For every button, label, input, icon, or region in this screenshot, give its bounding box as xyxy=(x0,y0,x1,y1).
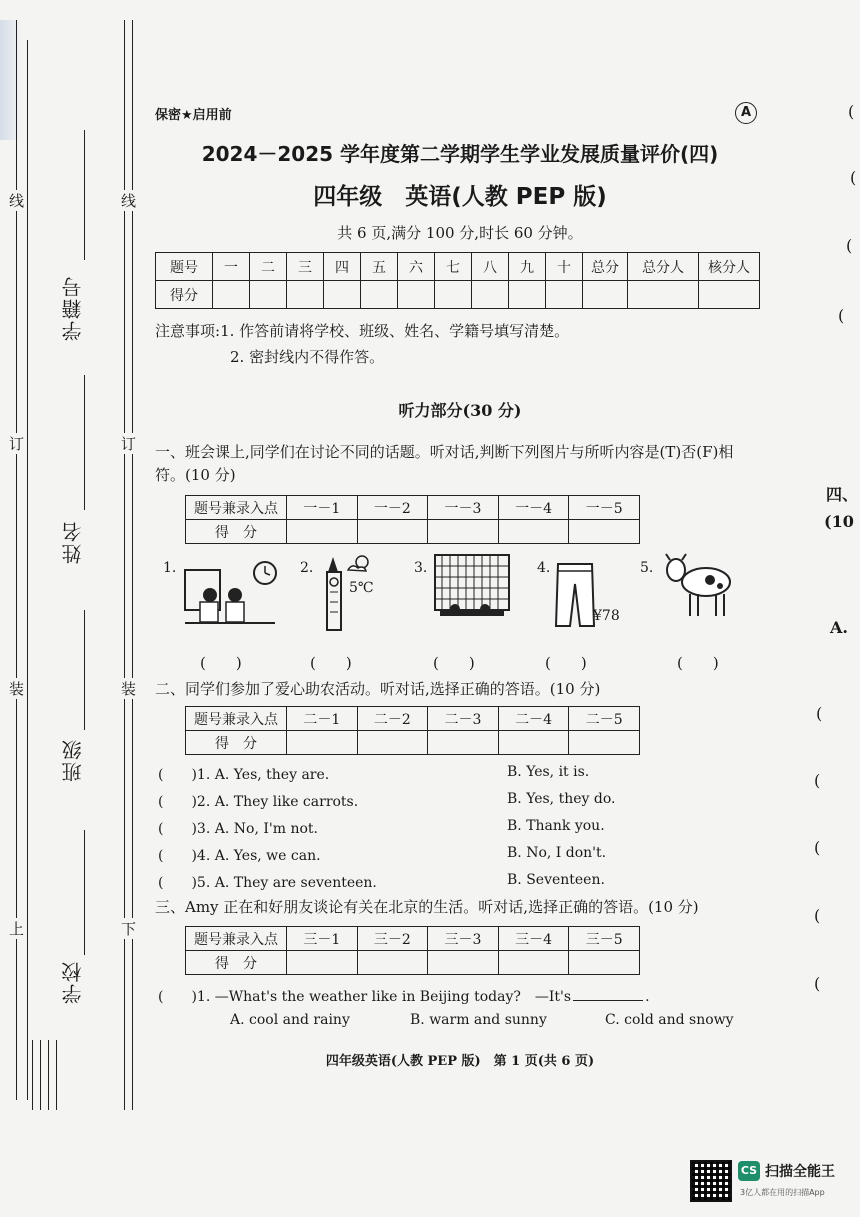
question-row: ( )2. A. They like carrots. xyxy=(158,794,359,810)
option-a[interactable]: A. Yes, we can. xyxy=(214,848,321,864)
score-input-cell[interactable] xyxy=(435,281,472,309)
entry-header: 三－5 xyxy=(569,927,640,951)
score-header-cell: 四 xyxy=(324,253,361,281)
entry-score-cell[interactable] xyxy=(357,520,428,544)
question-text: )1. —What's the weather like in Beijing today? —It's xyxy=(191,989,572,1005)
score-input-cell[interactable] xyxy=(324,281,361,309)
score-input-cell[interactable] xyxy=(472,281,509,309)
entry-header: 一－1 xyxy=(287,496,358,520)
question-number: )3. xyxy=(191,821,211,837)
score-table xyxy=(155,252,760,309)
pic-number: 4. xyxy=(537,560,551,576)
entry-header: 三－4 xyxy=(498,927,569,951)
entry-header: 二－5 xyxy=(569,707,640,731)
entry-header: 二－3 xyxy=(428,707,499,731)
seal-mark: 装 xyxy=(6,678,27,699)
camscanner-name: 扫描全能王 xyxy=(765,1164,835,1180)
school-field[interactable] xyxy=(84,830,85,955)
option-b[interactable]: B. Seventeen. xyxy=(507,872,605,888)
right-page-option: A. xyxy=(830,618,848,637)
margin-rule xyxy=(48,1040,49,1110)
entry-header: 三－3 xyxy=(428,927,499,951)
entry-score-cell[interactable] xyxy=(569,520,640,544)
answer-paren[interactable]: ( ) xyxy=(200,654,242,672)
score-input-cell[interactable] xyxy=(583,281,628,309)
right-page-paren: ( xyxy=(816,704,823,723)
score-input-cell[interactable] xyxy=(546,281,583,309)
entry-score-cell[interactable] xyxy=(357,951,428,975)
entry-score-cell[interactable] xyxy=(287,951,358,975)
entry-score-cell[interactable] xyxy=(498,951,569,975)
entry-header: 二－1 xyxy=(287,707,358,731)
class-field[interactable] xyxy=(84,610,85,730)
notice-item: 1. 作答前请将学校、班级、姓名、学籍号填写清楚。 xyxy=(220,322,570,340)
confidential-label: 保密★启用前 xyxy=(155,108,232,123)
scan-shadow xyxy=(0,20,22,140)
seal-mark: 装 xyxy=(118,678,139,699)
right-page-section: 四、 xyxy=(826,485,859,504)
notice-item: 2. 密封线内不得作答。 xyxy=(230,348,385,366)
classroom-clock-picture xyxy=(180,555,280,630)
seal-mark: 订 xyxy=(6,433,27,454)
entry-header: 一－3 xyxy=(428,496,499,520)
right-page-paren: ( xyxy=(814,974,821,993)
margin-rule xyxy=(27,40,28,1100)
entry-score-cell[interactable] xyxy=(428,731,499,755)
class-label: 班级 xyxy=(61,738,85,782)
score-input-cell[interactable] xyxy=(699,281,760,309)
option-c[interactable]: C. cold and snowy xyxy=(605,1012,734,1028)
answer-paren[interactable]: ( ) xyxy=(310,654,352,672)
answer-paren[interactable]: ( ) xyxy=(433,654,475,672)
exam-title: 2024－2025 学年度第二学期学生学业发展质量评价(四) xyxy=(201,142,719,166)
option-b[interactable]: B. Yes, it is. xyxy=(507,764,590,780)
answer-paren[interactable]: ( ) xyxy=(677,654,719,672)
score-row-label: 得分 xyxy=(156,281,213,309)
score-header-cell: 十 xyxy=(546,253,583,281)
option-b[interactable]: B. Thank you. xyxy=(507,818,605,834)
right-page-paren: ( xyxy=(850,168,857,187)
entry-header: 三－2 xyxy=(357,927,428,951)
entry-header: 一－5 xyxy=(569,496,640,520)
entry-score-cell[interactable] xyxy=(569,951,640,975)
pic-number: 2. xyxy=(300,560,314,576)
part3-score-table xyxy=(185,926,640,975)
entry-score-cell[interactable] xyxy=(498,731,569,755)
cow-picture xyxy=(660,552,738,624)
option-b[interactable]: B. No, I don't. xyxy=(507,845,607,861)
entry-score-cell[interactable] xyxy=(428,520,499,544)
temperature-label: 5℃ xyxy=(349,580,374,596)
option-a[interactable]: A. Yes, they are. xyxy=(214,767,330,783)
score-header-cell: 一 xyxy=(213,253,250,281)
score-input-cell[interactable] xyxy=(250,281,287,309)
seal-mark: 下 xyxy=(118,918,139,939)
price-label: ¥78 xyxy=(593,608,620,624)
entry-score-label: 得 分 xyxy=(186,731,287,755)
entry-header: 二－2 xyxy=(357,707,428,731)
score-input-cell[interactable] xyxy=(213,281,250,309)
pic-number: 1. xyxy=(163,560,177,576)
notice xyxy=(155,320,569,341)
entry-header: 题号兼录入点 xyxy=(186,707,287,731)
question-row: ( )1. A. Yes, they are. xyxy=(158,767,330,783)
score-input-cell[interactable] xyxy=(398,281,435,309)
score-header-cell: 八 xyxy=(472,253,509,281)
part1-score-table xyxy=(185,495,640,544)
right-page-paren: ( xyxy=(838,306,845,325)
answer-paren[interactable]: ( ) xyxy=(545,654,587,672)
notice-label: 注意事项: xyxy=(155,322,221,340)
student-id-field[interactable] xyxy=(84,130,85,260)
score-header-cell: 题号 xyxy=(156,253,213,281)
entry-score-cell[interactable] xyxy=(287,520,358,544)
score-input-cell[interactable] xyxy=(361,281,398,309)
margin-rule xyxy=(56,1040,57,1110)
qr-code xyxy=(690,1160,732,1202)
entry-header: 题号兼录入点 xyxy=(186,927,287,951)
margin-rule xyxy=(32,1040,33,1110)
question-row: ( )3. A. No, I'm not. xyxy=(158,821,318,837)
name-label: 姓名 xyxy=(61,520,85,564)
option-a[interactable]: A. They are seventeen. xyxy=(214,875,377,891)
score-header-cell: 九 xyxy=(509,253,546,281)
pants-picture xyxy=(552,560,598,630)
entry-score-cell[interactable] xyxy=(498,520,569,544)
question-number: )5. xyxy=(191,875,211,891)
entry-header: 二－4 xyxy=(498,707,569,731)
margin-rule xyxy=(124,20,125,1110)
exam-info: 共 6 页,满分 100 分,时长 60 分钟。 xyxy=(337,224,583,242)
seal-mark: 线 xyxy=(118,190,139,211)
entry-header: 一－2 xyxy=(357,496,428,520)
option-a[interactable]: A. No, I'm not. xyxy=(214,821,318,837)
score-header-cell: 总分人 xyxy=(628,253,699,281)
option-b[interactable]: B. Yes, they do. xyxy=(507,791,616,807)
score-header-cell: 总分 xyxy=(583,253,628,281)
version-badge: A xyxy=(735,102,757,124)
right-page-paren: ( xyxy=(846,236,853,255)
option-a[interactable]: A. They like carrots. xyxy=(214,794,359,810)
entry-header: 一－4 xyxy=(498,496,569,520)
score-header-cell: 三 xyxy=(287,253,324,281)
right-page-paren: ( xyxy=(814,838,821,857)
school-label: 学校 xyxy=(61,960,85,1004)
question-row: ( )1. —What's the weather like in Beijing today? —It's . xyxy=(158,989,650,1005)
part3-title: 三、Amy 正在和好朋友谈论有关在北京的生活。听对话,选择正确的答语。(10 分) xyxy=(155,898,699,916)
score-input-cell[interactable] xyxy=(628,281,699,309)
entry-header: 三－1 xyxy=(287,927,358,951)
right-page-paren: ( xyxy=(848,102,855,121)
name-field[interactable] xyxy=(84,375,85,510)
seal-mark: 订 xyxy=(118,433,139,454)
seal-mark: 上 xyxy=(6,918,27,939)
option-b[interactable]: B. warm and sunny xyxy=(410,1012,547,1028)
entry-header: 题号兼录入点 xyxy=(186,496,287,520)
answer-blank[interactable] xyxy=(573,1000,643,1001)
student-id-label: 学籍号 xyxy=(61,275,85,341)
score-header-cell: 核分人 xyxy=(699,253,760,281)
entry-score-label: 得 分 xyxy=(186,520,287,544)
entry-score-cell[interactable] xyxy=(569,731,640,755)
score-header-cell: 七 xyxy=(435,253,472,281)
exam-subtitle: 四年级 英语(人教 PEP 版) xyxy=(313,184,607,210)
part2-title: 二、同学们参加了爱心助农活动。听对话,选择正确的答语。(10 分) xyxy=(155,680,601,698)
margin-rule xyxy=(132,20,133,1110)
margin-rule xyxy=(40,1040,41,1110)
score-input-cell[interactable] xyxy=(287,281,324,309)
part2-score-table xyxy=(185,706,640,755)
right-page-points: (10 xyxy=(824,512,854,531)
score-header-cell: 二 xyxy=(250,253,287,281)
question-row: ( )5. A. They are seventeen. xyxy=(158,875,377,891)
entry-score-label: 得 分 xyxy=(186,951,287,975)
question-number: )2. xyxy=(191,794,211,810)
page-footer: 四年级英语(人教 PEP 版) 第 1 页(共 6 页) xyxy=(325,1054,595,1069)
pic-number: 5. xyxy=(640,560,654,576)
question-number: )1. xyxy=(191,767,211,783)
listening-section-title: 听力部分(30 分) xyxy=(398,401,522,420)
score-header-cell: 六 xyxy=(398,253,435,281)
score-header-cell: 五 xyxy=(361,253,398,281)
pic-number: 3. xyxy=(414,560,428,576)
right-page-paren: ( xyxy=(814,906,821,925)
score-input-cell[interactable] xyxy=(509,281,546,309)
entry-score-cell[interactable] xyxy=(357,731,428,755)
camscanner-slogan: 3亿人都在用的扫描App xyxy=(740,1188,825,1197)
part1-title: 一、班会课上,同学们在讨论不同的话题。听对话,判断下列图片与所听内容是(T)否(F)相符。(10 分) xyxy=(155,443,734,484)
camscanner-logo: CS xyxy=(738,1161,760,1181)
option-a[interactable]: A. cool and rainy xyxy=(230,1012,350,1028)
library-picture xyxy=(430,552,512,632)
question-number: )4. xyxy=(191,848,211,864)
entry-score-cell[interactable] xyxy=(428,951,499,975)
entry-score-cell[interactable] xyxy=(287,731,358,755)
right-page-paren: ( xyxy=(814,771,821,790)
seal-mark: 线 xyxy=(6,190,27,211)
question-row: ( )4. A. Yes, we can. xyxy=(158,848,321,864)
